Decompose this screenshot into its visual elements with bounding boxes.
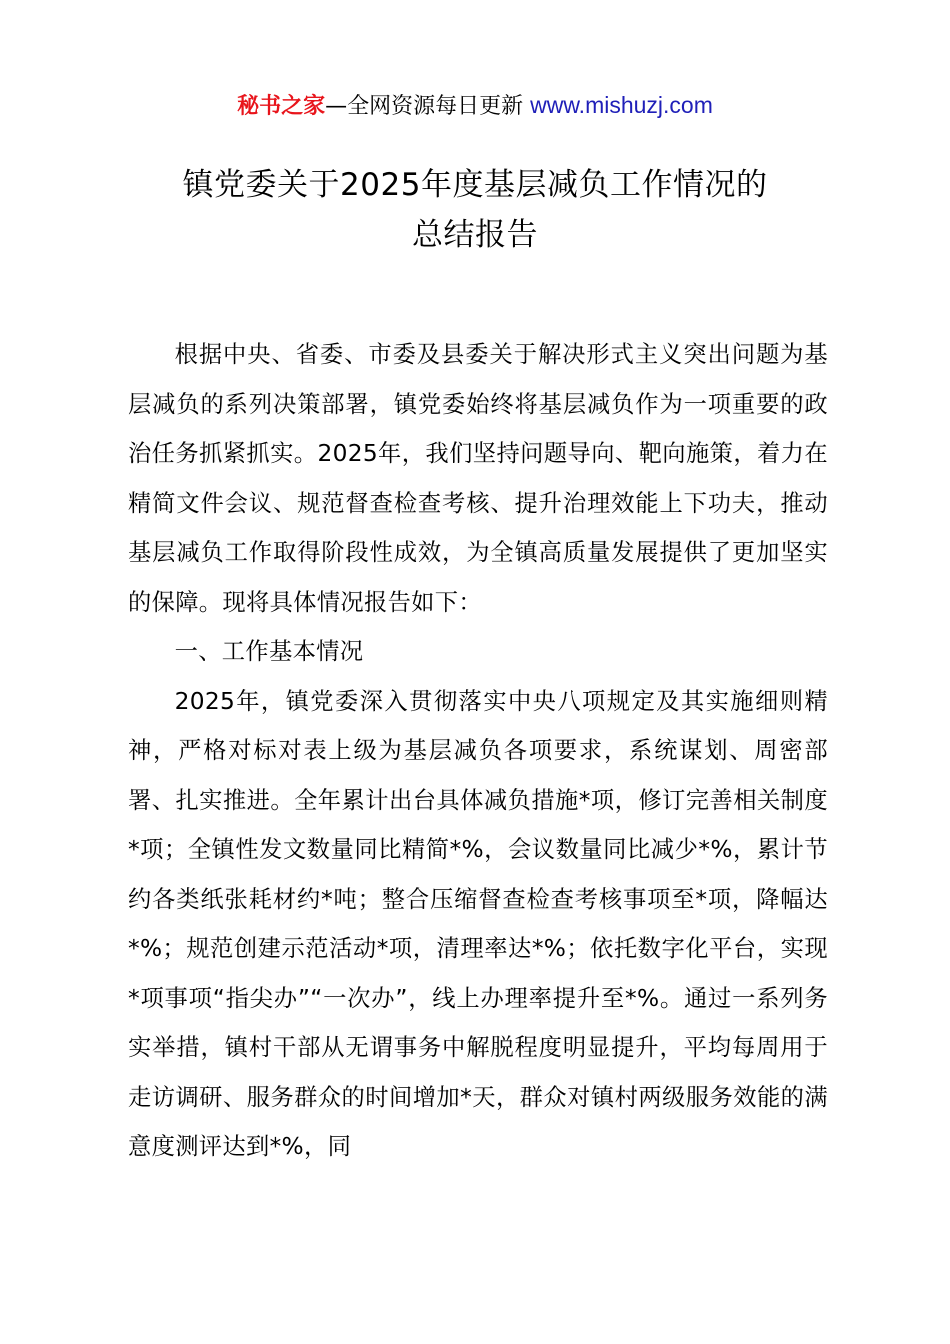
document-body [128, 330, 828, 1172]
site-slogan: —全网资源每日更新 [325, 94, 531, 119]
document-title-line-1: 镇党委关于2025年度基层减负工作情况的 [182, 167, 768, 203]
intro-paragraph: 根据中央、省委、市委及县委关于解决形式主义突出问题为基层减负的系列决策部署，镇党委始终将基层减负作为一项重要的政治任务抓紧抓实。2025年，我们坚持问题导向、靶向施策，着力在精简文件会议、规范督查检查考核、提升治理效能上下功夫，推动基层减负工作取得阶段性成效，为全镇高质量发展提供了更加坚实的保障。现将具体情况报告如下： [128, 341, 828, 616]
site-name: 秘书之家 [237, 94, 326, 119]
body-paragraph: 2025年，镇党委深入贯彻落实中央八项规定及其实施细则精神，严格对标对表上级为基层减负各项要求，系统谋划、周密部署、扎实推进。全年累计出台具体减负措施*项，修订完善相关制度*项；全镇性发文数量同比精简*%，会议数量同比减少*%，累计节约各类纸张耗材约*吨；整合压缩督查检查考核事项至*项，降幅达*%；规范创建示范活动*项，清理率达*%；依托数字化平台，实现*项事项“指尖办”“一次办”，线上办理率提升至*%。通过一系列务实举措，镇村干部从无谓事务中解脱程度明显提升，平均每周用于走访调研、服务群众的时间增加*天，群众对镇村两级服务效能的满意度测评达到*%，同 [128, 687, 828, 1160]
document-title [100, 160, 850, 260]
site-header [0, 88, 950, 124]
site-url-link[interactable]: www.mishuzj.com [530, 92, 713, 118]
section-heading: 一、工作基本情况 [174, 638, 364, 665]
document-title-line-2: 总结报告 [412, 217, 538, 253]
